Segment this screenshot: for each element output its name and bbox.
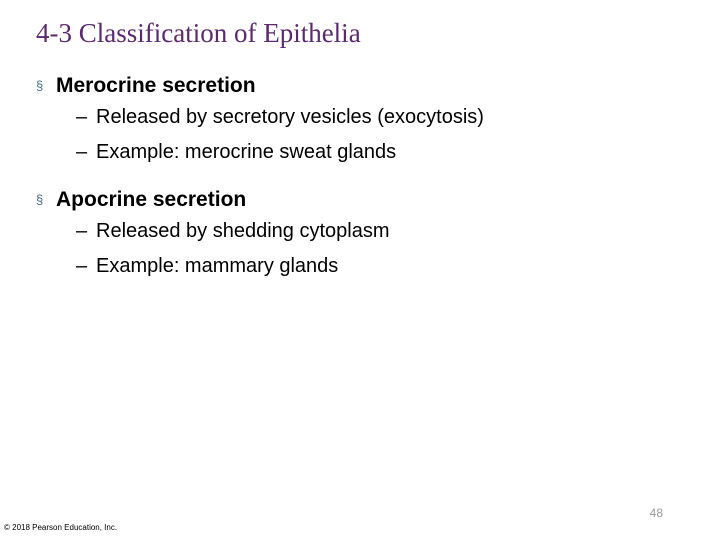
sub-item-text: Example: merocrine sweat glands: [96, 141, 397, 163]
bullet-item: [36, 186, 390, 214]
sub-item: [76, 249, 390, 284]
page-number: 48: [649, 506, 663, 520]
bullet-text: Apocrine secretion: [56, 188, 247, 211]
bullet-item: [36, 72, 484, 100]
sub-item-text: Released by secretory vesicles (exocytosis): [96, 106, 484, 128]
slide-title: 4-3 Classification of Epithelia: [36, 18, 361, 48]
sub-item: [76, 214, 390, 249]
bullet-block-merocrine: [36, 72, 484, 170]
dash-bullet-icon: –: [76, 220, 88, 242]
dash-bullet-icon: –: [76, 106, 88, 128]
dash-bullet-icon: –: [76, 255, 88, 277]
sub-item: [76, 135, 484, 170]
copyright-notice: © 2018 Pearson Education, Inc.: [4, 523, 118, 532]
section-sign-bullet-icon: §: [36, 77, 44, 93]
bullet-block-apocrine: [36, 186, 390, 284]
sub-item: [76, 100, 484, 135]
dash-bullet-icon: –: [76, 141, 88, 163]
section-sign-bullet-icon: §: [36, 191, 44, 207]
bullet-text: Merocrine secretion: [56, 74, 256, 97]
sub-item-text: Released by shedding cytoplasm: [96, 220, 390, 242]
sub-item-text: Example: mammary glands: [96, 255, 339, 277]
